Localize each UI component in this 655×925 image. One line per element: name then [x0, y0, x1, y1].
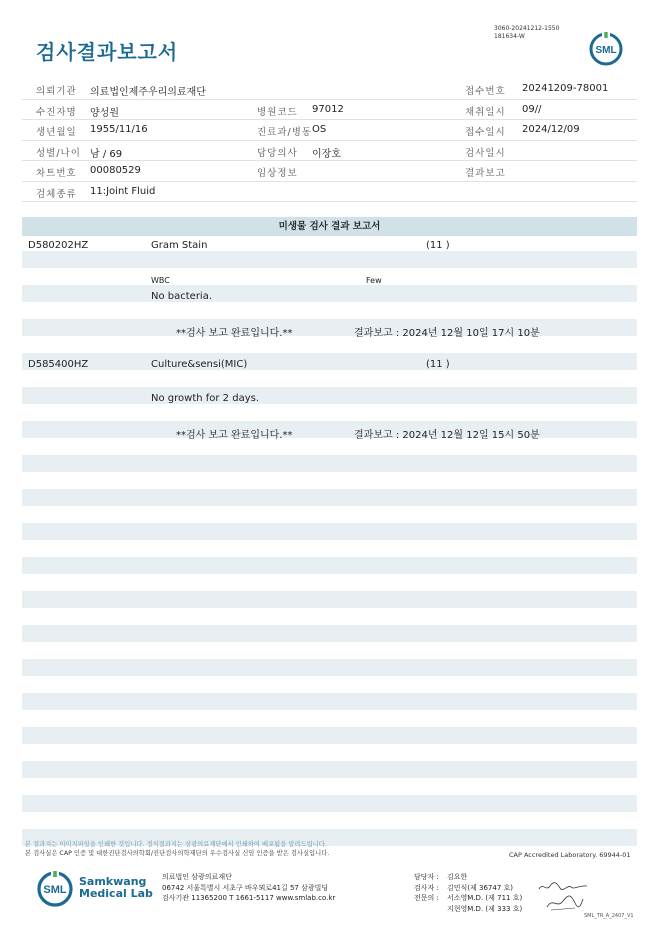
info-label: 검체종류	[36, 188, 77, 200]
accreditation-notice: 본 검사실은 CAP 인증 및 대한진단검사의학회/진단검사의학재단의 우수검사실 신임 인증을 받은 검사실입니다.	[25, 850, 330, 857]
info-value: 양성원	[90, 107, 119, 119]
info-label: 접수번호	[465, 86, 506, 97]
info-value: 의료법인제주우리의료재단	[90, 87, 206, 98]
info-label: 병원코드	[257, 106, 298, 118]
report-complete: **검사 보고 완료입니다.**	[176, 328, 293, 339]
info-value: 09//	[522, 103, 542, 115]
info-value: 2024/12/09	[522, 124, 580, 135]
specialist-2: 지현영M.D. (제 333 호)	[447, 904, 523, 913]
info-label: 수진자명	[36, 106, 77, 118]
info-label: 성별/나이	[36, 147, 81, 159]
info-value: 1955/11/16	[90, 124, 148, 135]
document-code	[494, 25, 559, 41]
specimen-code: (11 )	[426, 359, 450, 370]
sml-logo-icon	[35, 871, 75, 907]
info-row	[22, 182, 637, 203]
page-title: 검사결과보고서	[36, 40, 179, 64]
info-label: 임상정보	[257, 168, 298, 179]
info-label: 진료과/병동	[257, 127, 313, 138]
report-time: 결과보고 : 2024년 12월 10일 17시 10분	[354, 328, 540, 339]
info-value: 이장호	[312, 148, 341, 160]
cap-accreditation: CAP Accredited Laboratory. 69944-01	[509, 851, 631, 859]
info-row	[22, 79, 637, 100]
info-row	[22, 100, 637, 121]
section-title: 미생물 검사 결과 보고서	[22, 217, 637, 236]
image-print-notice: 본 결과지는 이미지파일을 인쇄한 것입니다. 정식결과지는 삼광의료재단에서 인쇄하여 배포됨을 알려드립니다.	[25, 841, 327, 848]
info-value: 20241209-78001	[522, 83, 609, 94]
tester-name: 김민식(제 36747 호)	[447, 883, 513, 892]
patient-info-table	[22, 79, 637, 202]
info-label: 채취일시	[465, 106, 506, 118]
lab-name: 의료법인 삼광의료재단	[162, 873, 232, 881]
wbc-value: Few	[366, 276, 382, 285]
manager-name: 김요한	[447, 873, 468, 881]
signers	[414, 872, 522, 914]
info-label: 결과보고	[465, 168, 506, 179]
info-value: 97012	[312, 103, 344, 115]
info-row	[22, 161, 637, 182]
info-row	[22, 120, 637, 141]
manager-label: 담당자 :	[414, 873, 439, 881]
info-value: 11:Joint Fluid	[90, 185, 156, 197]
footer-notes	[25, 840, 329, 858]
sml-logo-icon	[588, 32, 624, 66]
info-label: 검사일시	[465, 147, 506, 159]
info-label: 접수일시	[465, 127, 506, 138]
specimen-code: (11 )	[426, 240, 450, 251]
test-name: Culture&sensi(MIC)	[151, 359, 248, 370]
info-label: 생년월일	[36, 127, 77, 138]
form-code: SML_TR_A_2407_V1	[584, 913, 634, 919]
signature-icon	[545, 893, 585, 913]
lab-info	[162, 872, 335, 904]
tester-label: 검사자 :	[414, 883, 439, 892]
info-label: 담당의사	[257, 147, 298, 159]
sml-logo-text: SML	[595, 45, 617, 56]
document-code-line1: 3060-20241212-1550	[494, 25, 560, 32]
report-complete: **검사 보고 완료입니다.**	[176, 430, 293, 441]
info-label: 차트번호	[36, 168, 77, 179]
test-code: D585400HZ	[28, 359, 89, 370]
sml-logo-text: SML	[43, 884, 67, 896]
test-result: No growth for 2 days.	[151, 393, 260, 404]
specialist-label: 전문의 :	[414, 894, 439, 902]
lab-contact: 검사기관 11365200 T 1661-5117 www.smlab.co.kr	[162, 894, 336, 902]
report-time: 결과보고 : 2024년 12월 12일 15시 50분	[354, 430, 540, 441]
info-value: 00080529	[90, 165, 141, 176]
specialist-1: 서소영M.D. (제 711 호)	[447, 894, 523, 902]
info-row	[22, 141, 637, 162]
document-code-line2: 181634-W	[494, 33, 525, 40]
wbc-label: WBC	[151, 276, 170, 285]
brand-name	[79, 876, 153, 900]
result-area-background	[22, 217, 637, 847]
brand-line2: Medical Lab	[79, 887, 153, 900]
signature-icon	[537, 880, 589, 894]
info-value: OS	[312, 124, 327, 135]
info-label: 의뢰기관	[36, 86, 77, 97]
test-name: Gram Stain	[151, 240, 208, 251]
brand-line1: Samkwang	[79, 875, 147, 888]
lab-address: 06742 서울특별시 서초구 바우뫼로41길 57 삼광빌딩	[162, 883, 329, 892]
info-value: 남 / 69	[90, 148, 123, 160]
test-code: D580202HZ	[28, 240, 89, 251]
test-result: No bacteria.	[151, 291, 213, 302]
